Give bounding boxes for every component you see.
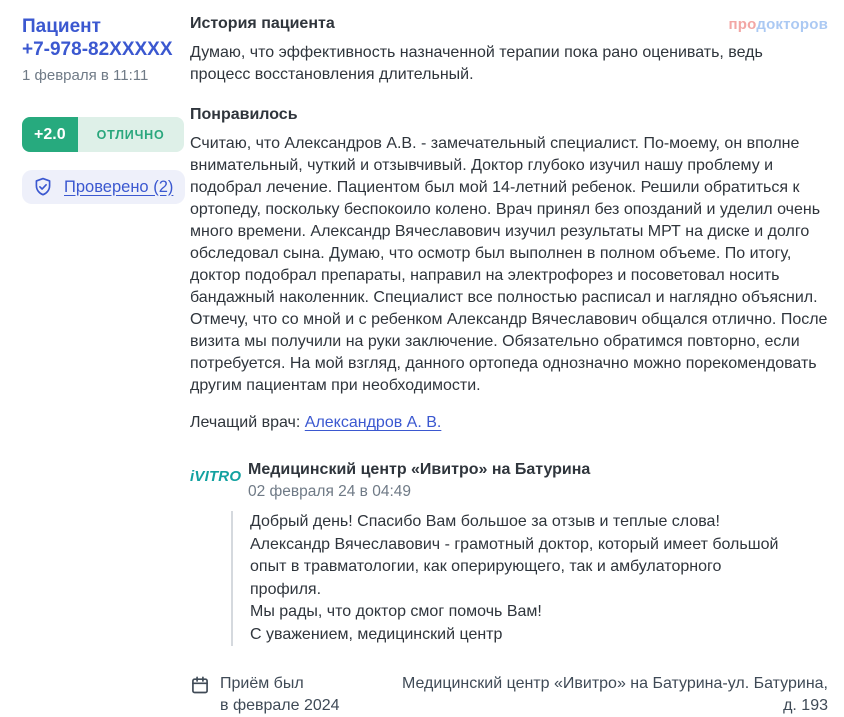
patient-name-link[interactable]: Пациент xyxy=(22,16,101,37)
clinic-address[interactable] xyxy=(402,673,828,717)
verified-badge[interactable] xyxy=(22,170,185,204)
prodoctorov-logo[interactable] xyxy=(729,16,828,33)
liked-text: Считаю, что Александров А.В. - замечательный специалист. По-моему, он вполне внимательный, чуткий и отзывчивый. Доктор глубоко изучил нашу проблему и подобрал лечение. Пациентом был мой 14-летний ребенок. Решили обратиться к ортопеду, поскольку беспокоило колено. Врач принял без опозданий и уделил очень много времени. Александр Вячеславович изучил результаты МРТ на диске и долго обследовал сына. Думаю, что осмотр был выполнен в полном объеме. По итогу, доктор подобрал препараты, направил на электрофорез и посоветовал носить бандажный наколенник. Специалист все полностью расписал и наглядно объяснил. Отмечу, что со мной и с ребенком Александр Вячеславович общался отлично. После визита мы получили на руки заключение. Обязательно обратимся повторно, если потребуется. На мой взгляд, данного ортопеда однозначно можно порекомендовать другим пациентам при необходимости. xyxy=(190,135,828,394)
review-date: 1 февраля в 11:11 xyxy=(22,67,149,84)
logo-part-doktorov: докторов xyxy=(756,16,828,33)
clinic-name: Медицинский центр «Ивитро» на Батурина xyxy=(248,461,591,478)
clinic-reply-body xyxy=(231,511,796,646)
clinic-reply-meta xyxy=(248,461,590,501)
review-sidebar xyxy=(22,15,190,717)
attending-doctor-line xyxy=(190,412,828,434)
clinic-address-line2: д. 193 xyxy=(783,697,828,714)
clinic-reply-header xyxy=(190,461,828,501)
logo-part-pro: про xyxy=(728,16,757,33)
visit-line2: в феврале 2024 xyxy=(220,697,340,714)
doctor-label: Лечащий врач: xyxy=(190,414,305,431)
review-main xyxy=(190,15,828,717)
verified-link[interactable]: Проверено (2) xyxy=(64,177,174,196)
visit-line1: Приём был xyxy=(220,675,304,692)
reply-paragraph: Мы рады, что доктор смог помочь Вам! xyxy=(250,603,542,620)
reply-paragraph: С уважением, медицинский центр xyxy=(250,625,503,643)
reply-date: 02 февраля 24 в 04:49 xyxy=(248,483,412,500)
reply-paragraph: Добрый день! Спасибо Вам большое за отзыв и теплые слова! Александр Вячеславович - грамотный доктор, который имеет большой опыт в травматологии, как оперирующего, так и амбулаторного профиля. xyxy=(250,513,779,598)
clinic-reply xyxy=(190,461,828,646)
calendar-icon xyxy=(190,675,210,717)
visit-date-text xyxy=(220,673,340,717)
clinic-address-line1: Медицинский центр «Ивитро» на Батурина-ул. Батурина, xyxy=(402,675,828,692)
rating-value: +2.0 xyxy=(22,117,78,152)
patient-phone-link[interactable]: +7-978-82XXXXX xyxy=(22,39,173,60)
history-text: Думаю, что эффективность назначенной терапии пока рано оценивать, ведь процесс восстановления длительный. xyxy=(190,44,763,83)
rating-badge xyxy=(22,117,184,152)
liked-title: Понравилось xyxy=(190,106,298,123)
visit-info xyxy=(190,673,340,717)
ivitro-logo: iVITRO xyxy=(190,468,242,485)
history-title: История пациента xyxy=(190,15,335,32)
review-footer xyxy=(190,673,828,717)
doctor-link[interactable]: Александров А. В. xyxy=(304,414,442,431)
rating-label: ОТЛИЧНО xyxy=(78,117,184,152)
shield-check-icon xyxy=(32,176,54,198)
